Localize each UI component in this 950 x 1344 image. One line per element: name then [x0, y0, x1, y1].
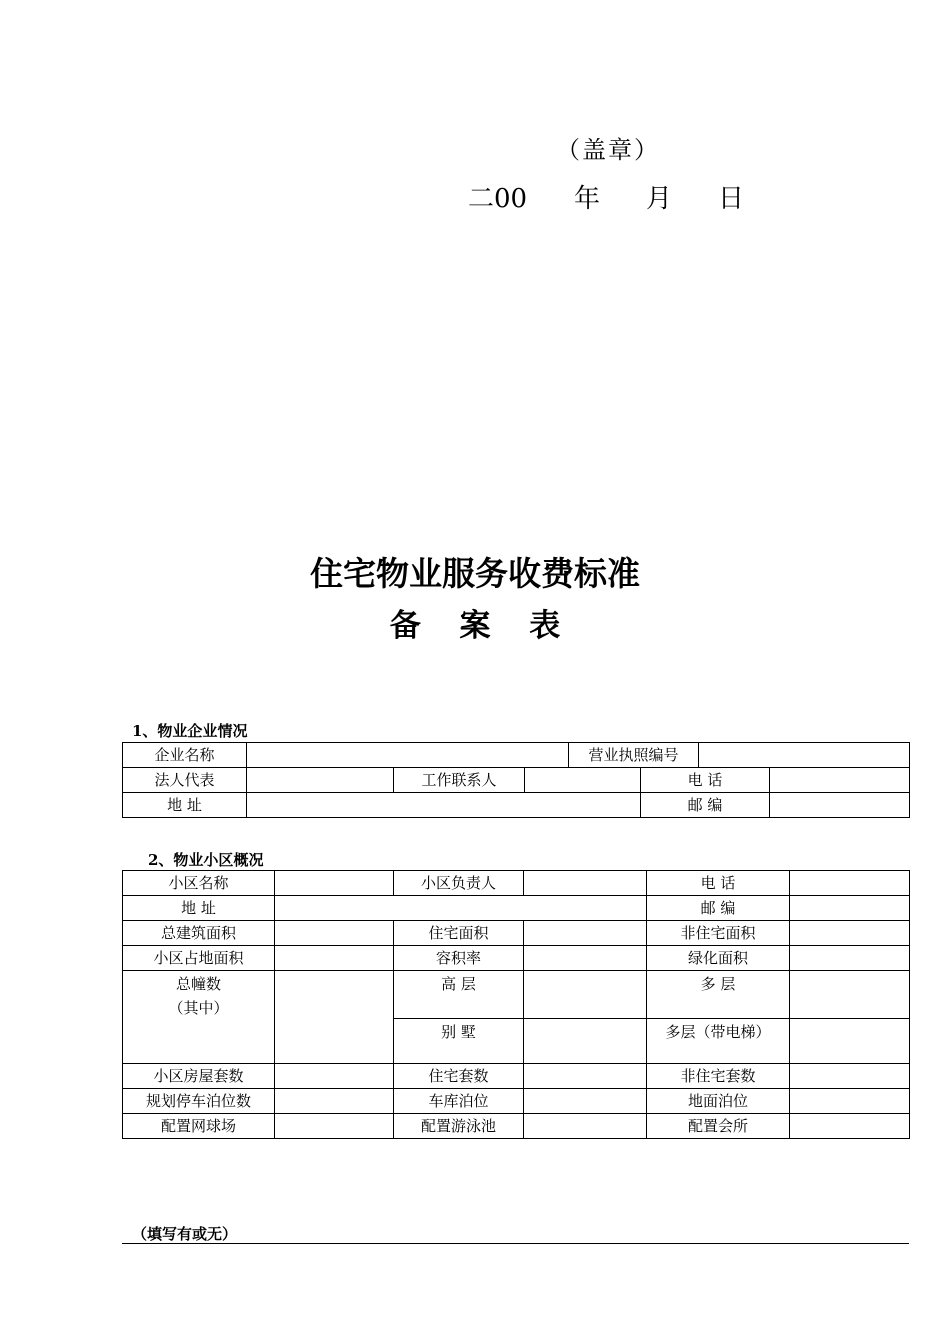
- villa-field[interactable]: [524, 1019, 647, 1064]
- nonres-area-field[interactable]: [790, 921, 910, 946]
- residential-area-field[interactable]: [524, 921, 647, 946]
- estate-address-label: 地 址: [123, 896, 275, 921]
- nonres-area-label: 非住宅面积: [647, 921, 790, 946]
- garage-label: 车库泊位: [394, 1089, 524, 1114]
- date-day: 日: [718, 184, 745, 214]
- housing-units-field[interactable]: [275, 1064, 394, 1089]
- estate-phone-label: 电 话: [647, 871, 790, 896]
- pool-label: 配置游泳池: [394, 1114, 524, 1139]
- plot-ratio-label: 容积率: [394, 946, 524, 971]
- section1-heading: 1、物业企业情况: [132, 722, 248, 740]
- garage-field[interactable]: [524, 1089, 647, 1114]
- ground-parking-field[interactable]: [790, 1089, 910, 1114]
- pool-field[interactable]: [524, 1114, 647, 1139]
- total-area-field[interactable]: [275, 921, 394, 946]
- housing-units-label: 小区房屋套数: [123, 1064, 275, 1089]
- multi-elevator-label: 多层（带电梯）: [647, 1019, 790, 1064]
- license-no-field[interactable]: [699, 743, 910, 768]
- ground-parking-label: 地面泊位: [647, 1089, 790, 1114]
- land-area-label: 小区占地面积: [123, 946, 275, 971]
- company-name-label: 企业名称: [123, 743, 247, 768]
- green-area-field[interactable]: [790, 946, 910, 971]
- seal-label: （盖章）: [556, 136, 660, 164]
- of-which-text: （其中）: [168, 999, 229, 1017]
- license-no-label: 营业执照编号: [569, 743, 699, 768]
- clubhouse-field[interactable]: [790, 1114, 910, 1139]
- bottom-rule: [122, 1243, 909, 1244]
- multi-storey-label: 多 层: [647, 971, 790, 1019]
- legal-rep-label: 法人代表: [123, 768, 247, 793]
- total-buildings-label: [123, 971, 275, 1064]
- multi-elevator-field[interactable]: [790, 1019, 910, 1064]
- villa-label: 别 墅: [394, 1019, 524, 1064]
- estate-postcode-field[interactable]: [790, 896, 910, 921]
- estate-address-field[interactable]: [275, 896, 647, 921]
- nonres-units-label: 非住宅套数: [647, 1064, 790, 1089]
- clubhouse-label: 配置会所: [647, 1114, 790, 1139]
- land-area-field[interactable]: [275, 946, 394, 971]
- company-info-table: [122, 742, 910, 818]
- total-area-label: 总建筑面积: [123, 921, 275, 946]
- total-buildings-field[interactable]: [275, 971, 394, 1064]
- high-rise-label: 高 层: [394, 971, 524, 1019]
- legal-rep-field[interactable]: [247, 768, 394, 793]
- date-prefix: 二00: [468, 184, 528, 214]
- document-title: 住宅物业服务收费标准: [310, 554, 640, 593]
- res-units-label: 住宅套数: [394, 1064, 524, 1089]
- estate-manager-label: 小区负责人: [394, 871, 524, 896]
- estate-postcode-label: 邮 编: [647, 896, 790, 921]
- fill-note: （填写有或无）: [132, 1225, 238, 1243]
- phone-field[interactable]: [770, 768, 910, 793]
- section2-heading: 2、物业小区概况: [148, 851, 264, 869]
- high-rise-field[interactable]: [524, 971, 647, 1019]
- date-month: 月: [646, 184, 673, 214]
- postcode-label: 邮 编: [641, 793, 770, 818]
- plot-ratio-field[interactable]: [524, 946, 647, 971]
- company-name-field[interactable]: [247, 743, 569, 768]
- postcode-field[interactable]: [770, 793, 910, 818]
- date-year: 年: [574, 184, 601, 214]
- tennis-field[interactable]: [275, 1114, 394, 1139]
- document-subtitle: 备 案 表: [389, 608, 575, 644]
- estate-info-table: [122, 870, 910, 1139]
- res-units-field[interactable]: [524, 1064, 647, 1089]
- estate-phone-field[interactable]: [790, 871, 910, 896]
- contact-label: 工作联系人: [394, 768, 525, 793]
- multi-storey-field[interactable]: [790, 971, 910, 1019]
- address-label: 地 址: [123, 793, 247, 818]
- address-field[interactable]: [247, 793, 641, 818]
- total-buildings-text: 总幢数: [175, 975, 221, 993]
- estate-name-label: 小区名称: [123, 871, 275, 896]
- green-area-label: 绿化面积: [647, 946, 790, 971]
- nonres-units-field[interactable]: [790, 1064, 910, 1089]
- contact-field[interactable]: [525, 768, 641, 793]
- estate-name-field[interactable]: [275, 871, 394, 896]
- parking-field[interactable]: [275, 1089, 394, 1114]
- date-line: [468, 178, 744, 215]
- estate-manager-field[interactable]: [524, 871, 647, 896]
- phone-label: 电 话: [641, 768, 770, 793]
- residential-area-label: 住宅面积: [394, 921, 524, 946]
- tennis-label: 配置网球场: [123, 1114, 275, 1139]
- parking-label: 规划停车泊位数: [123, 1089, 275, 1114]
